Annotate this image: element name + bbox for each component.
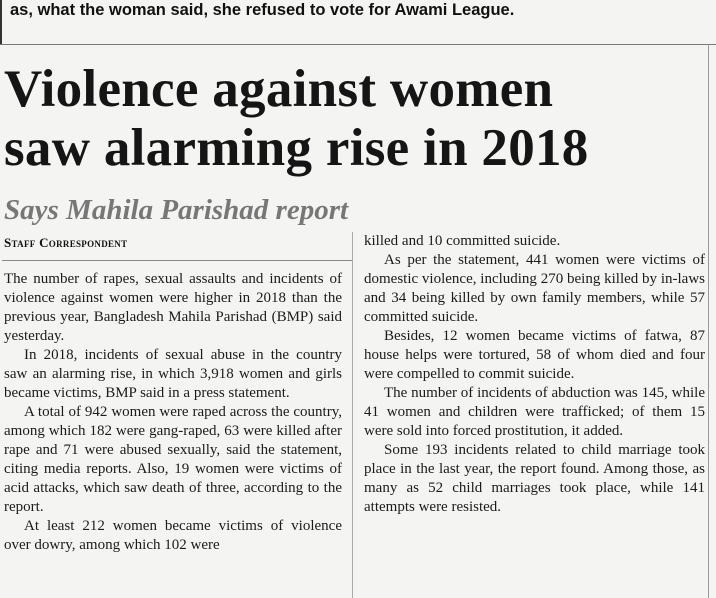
column-divider	[352, 232, 353, 598]
previous-article-tail: as, what the woman said, she refused to vote for Awami League.	[10, 1, 515, 19]
paragraph: At least 212 women became victims of violence over dowry, among which 102 were	[4, 518, 342, 553]
previous-article-strip	[0, 0, 716, 44]
paragraph: The number of incidents of abduction was 145, while 41 women and children were trafficked; of them 15 were sold into forced prostitution, it added.	[364, 385, 705, 439]
byline: Staff Correspondent	[4, 235, 128, 250]
byline-divider	[2, 260, 352, 261]
section-divider	[0, 44, 716, 45]
headline	[4, 60, 704, 178]
paragraph: Besides, 12 women became victims of fatwa, 87 house helps were tortured, 58 of whom died and four were compelled to commit suicide.	[364, 328, 705, 382]
body-column-right	[364, 232, 705, 517]
page-edge-rule	[708, 44, 709, 598]
paragraph: killed and 10 committed suicide.	[364, 233, 561, 249]
body-column-left	[4, 270, 342, 555]
paragraph: A total of 942 women were raped across the country, among which 182 were gang-raped, 63 were killed after rape and 71 were abused sexually, said the statement, citing media reports. Also, 19 women were victims of acid attacks, which saw death of three, according to the report.	[4, 404, 342, 515]
paragraph: The number of rapes, sexual assaults and incidents of violence against women were higher in 2018 than the previous year, Bangladesh Mahila Parishad (BMP) said yesterday.	[4, 271, 342, 344]
headline-line-2: saw alarming rise in 2018	[4, 119, 589, 177]
subheadline: Says Mahila Parishad report	[4, 194, 349, 226]
paragraph: In 2018, incidents of sexual abuse in the country saw an alarming rise, in which 3,918 women and girls became victims, BMP said in a press statement.	[4, 347, 342, 401]
paragraph: As per the statement, 441 women were victims of domestic violence, including 270 being killed by in-laws and 34 being killed by own family members, while 57 committed suicide.	[364, 252, 705, 325]
paragraph: Some 193 incidents related to child marriage took place in the last year, the report found. Among those, as many as 52 child marriages took place, while 141 attempts were resisted.	[364, 442, 705, 515]
headline-line-1: Violence against women	[4, 60, 554, 118]
